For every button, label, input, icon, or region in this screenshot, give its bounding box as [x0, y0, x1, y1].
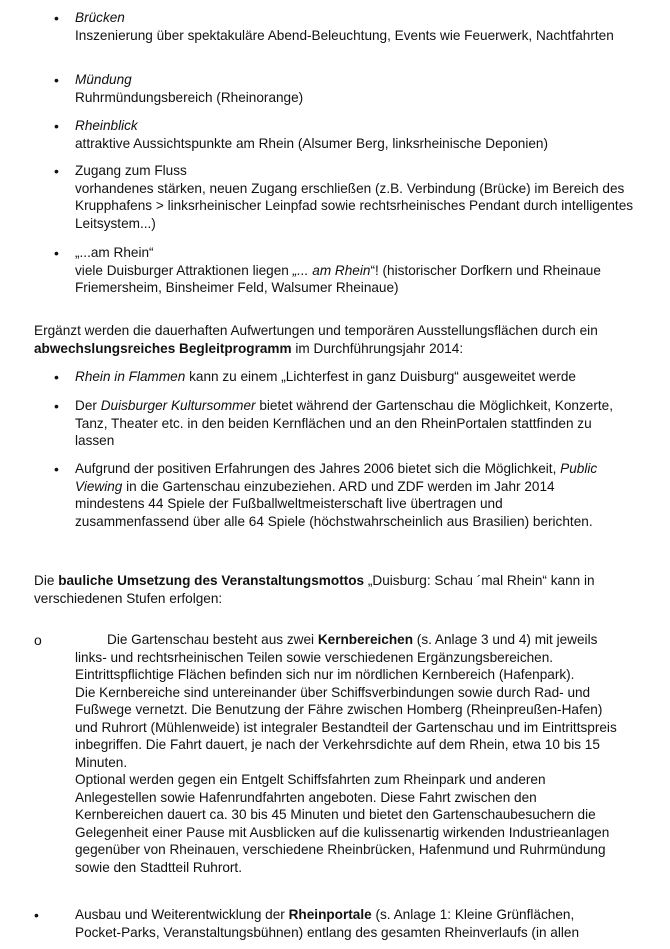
text-part: Die Gartenschau besteht aus zwei: [107, 632, 318, 647]
list-item: [75, 397, 615, 450]
bullet: •: [54, 72, 59, 88]
paragraph: Die Kernbereiche sind untereinander über Schiffsverbindungen sowie durch Rad- und Fußwege vernetzt. Die Benutzung der Fähre zwischen Homberg (Rheinpreußen-Hafen) und Ruhrort (Mühlenweide) ist integraler Bestandteil der Gartenschau und im Eintrittspreis inbegriffen. Die Fahrt dauert, je nach der Verkehrsdichte auf dem Rhein, etwa 10 bis 15 Minuten.: [75, 684, 617, 770]
bullet: •: [54, 118, 59, 134]
list-item: [75, 631, 623, 876]
list-item: [75, 906, 623, 941]
paragraph: [34, 322, 634, 357]
item-title: Brücken: [75, 10, 125, 25]
bold-text: abwechslungsreiches Begleitprogramm: [34, 340, 292, 356]
item-title: Zugang zum Fluss: [75, 163, 187, 178]
bullet: •: [54, 369, 59, 385]
bullet: •: [54, 245, 59, 261]
bullet: •: [54, 10, 59, 26]
list-item: [75, 162, 635, 232]
bold-text: Rheinportale: [288, 907, 372, 922]
text-part: bietet während der Gartenschau die Möglichkeit, Konzerte, Tanz, Theater etc. in den beiden Kernflächen und an den RheinPortalen stattfinden zu lassen: [75, 398, 613, 448]
text-part: „Duisburg: Schau ´mal Rhein“ kann in verschiedenen Stufen erfolgen:: [34, 573, 595, 606]
item-text: Ruhrmündungsbereich (Rheinorange): [75, 89, 304, 105]
text-part: kann zu einem „Lichterfest in ganz Duisburg“ ausgeweitet werde: [185, 369, 576, 384]
bold-text: bauliche Umsetzung des Veranstaltungsmottos: [58, 573, 365, 588]
text-part: viele Duisburger Attraktionen liegen: [75, 262, 293, 278]
list-item: [75, 460, 615, 530]
bullet: •: [54, 461, 59, 477]
text-part: (s. Anlage 1: Kleine Grünflächen, Pocket-Parks, Veranstaltungsbühnen) entlang des gesamten Rheinverlaufs (in allen: [75, 907, 580, 940]
text-part: in die Gartenschau einzubeziehen. ARD und ZDF werden im Jahr 2014 mindestens 44 Spiele der Fußballweltmeisterschaft live übertragen und zusammenfassend über alle 64 Spiele (höchstwahrscheinlich aus Brasilien) berichten.: [75, 478, 593, 529]
list-item: [75, 368, 635, 386]
paragraph: [34, 572, 634, 607]
list-item: [75, 71, 635, 106]
list-item: [75, 9, 635, 44]
item-title: Rheinblick: [75, 118, 138, 133]
italic-text: Public Viewing: [75, 461, 598, 494]
text-part: Der: [75, 398, 101, 413]
text-part: (s. Anlage 3 und 4) mit jeweils links- und rechtsrheinischen Teilen sowie verschiedenen Ergänzungsbereichen. Eintrittspflichtige Flächen befinden sich nur im nördlichen Kernbereich (Hafenpark).: [75, 632, 598, 682]
bullet: •: [34, 907, 39, 923]
text-part: “! (historischer Dorfkern und Rheinaue Friemersheim, Binsheimer Feld, Walsumer Rheinaue): [75, 262, 601, 295]
item-text: vorhandenes stärken, neuen Zugang erschließen (z.B. Verbindung (Brücke) im Bereich des Krupphafens > linksrheinischer Leinpfad sowie rechtsrheinisches Pendant durch intelligentes Leitsystem...): [75, 180, 634, 231]
bold-text: Kernbereichen: [317, 632, 414, 647]
circle-bullet: o: [34, 632, 42, 648]
italic-text: Duisburger Kultursommer: [100, 398, 256, 413]
item-text: Inszenierung über spektakuläre Abend-Beleuchtung, Events wie Feuerwerk, Nachtfahrten: [75, 27, 614, 43]
italic-text: „... am Rhein: [292, 262, 371, 278]
item-text: attraktive Aussichtspunkte am Rhein (Alsumer Berg, linksrheinische Deponien): [75, 135, 548, 151]
item-title: Mündung: [75, 72, 132, 87]
text-part: im Durchführungsjahr 2014:: [291, 340, 464, 356]
item-text: [75, 262, 635, 297]
item-title: „...am Rhein“: [75, 245, 154, 260]
text-part: Aufgrund der positiven Erfahrungen des Jahres 2006 bietet sich die Möglichkeit,: [75, 461, 561, 476]
text-part: Ausbau und Weiterentwicklung der: [75, 907, 289, 922]
paragraph: Optional werden gegen ein Entgelt Schiffsfahrten zum Rheinpark und anderen Anlegestellen sowie Hafenrundfahrten angeboten. Diese Fahrt zwischen den Kernbereichen dauert ca. 30 bis 45 Minuten und bietet den Gartenschaubesuchern die Gelegenheit einer Pause mit Ausblicken auf die kulissenartig wirkenden Industrieanlagen gegenüber von Rheinauen, verschiedene Rheinbrücken, Hafenmund und Ruhrmündung sowie den Stadtteil Ruhrort.: [75, 772, 610, 875]
list-item: [75, 244, 635, 297]
text-part: Ergänzt werden die dauerhaften Aufwertungen und temporären Ausstellungsflächen durch ein: [34, 323, 598, 338]
text-part: Die: [34, 573, 59, 588]
bullet: •: [54, 398, 59, 414]
bullet: •: [54, 163, 59, 179]
italic-text: Rhein in Flammen: [75, 369, 186, 384]
list-item: [75, 117, 635, 152]
